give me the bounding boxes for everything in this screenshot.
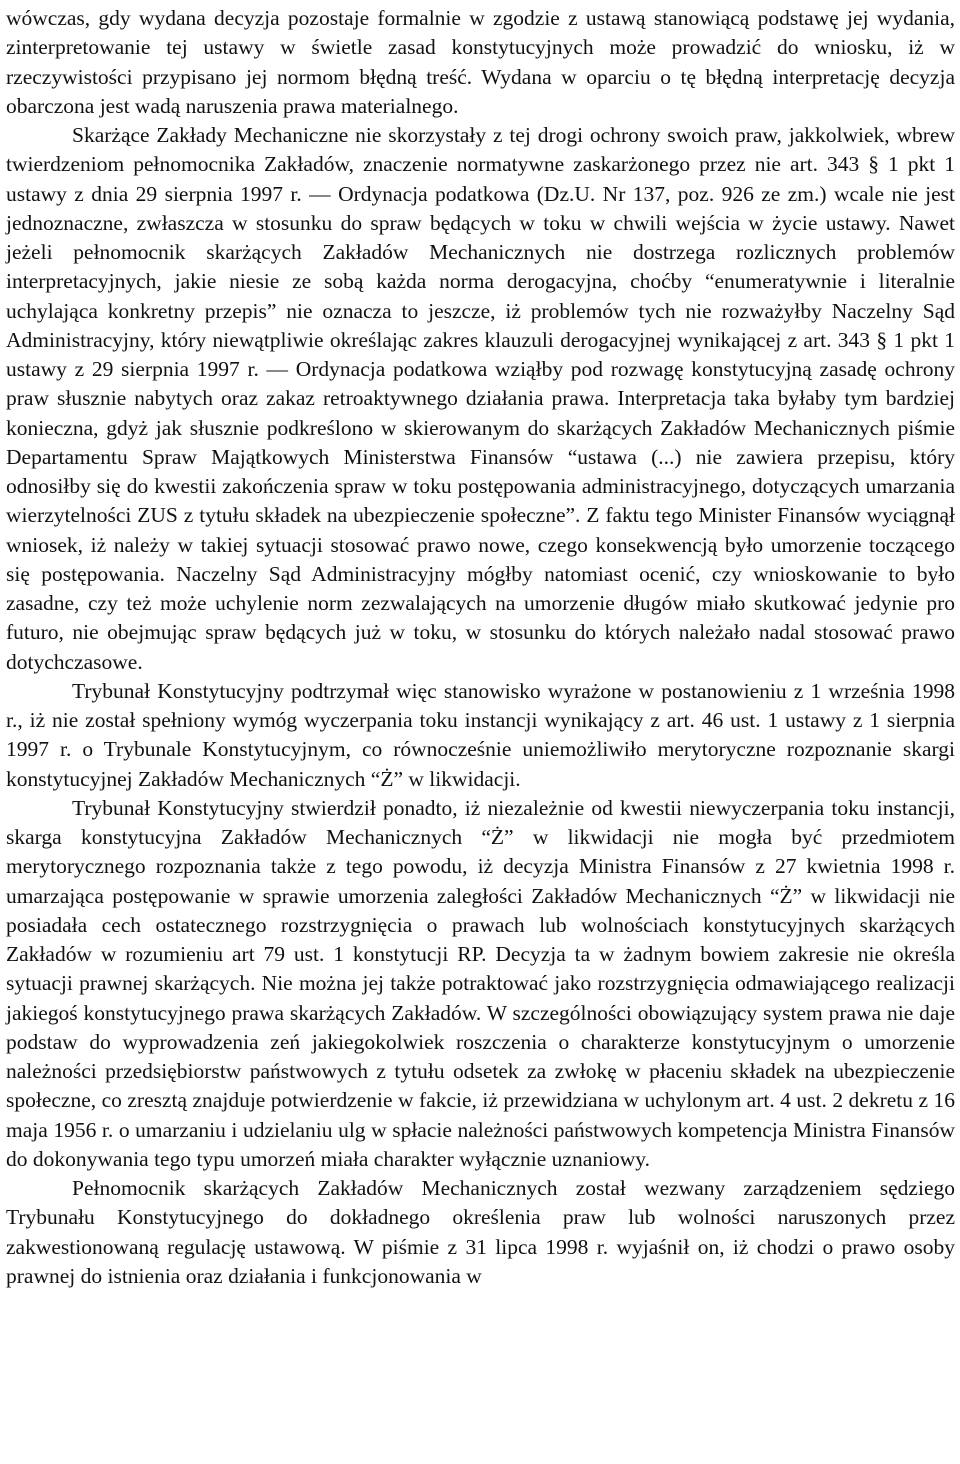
- paragraph-3: Trybunał Konstytucyjny podtrzymał więc stanowisko wyrażone w postanowieniu z 1 września 1998 r., iż nie został spełniony wymóg wyczerpania toku instancji wynikający z art. 46 ust. 1 ustawy z 1 sierpnia 1997 r. o Trybunale Konstytucyjnym, co równocześnie uniemożliwiło merytoryczne rozpoznanie skargi konstytucyjnej Zakładów Mechanicznych “Ż” w likwidacji.: [6, 678, 955, 791]
- paragraph-2: Skarżące Zakłady Mechaniczne nie skorzystały z tej drogi ochrony swoich praw, jakkolwiek, wbrew twierdzeniom pełnomocnika Zakładów, znaczenie normatywne zaskarżonego przez nie art. 343 § 1 pkt 1 ustawy z dnia 29 sierpnia 1997 r. — Ordynacja podatkowa (Dz.U. Nr 137, poz. 926 ze zm.) wcale nie jest jednoznaczne, zwłaszcza w stosunku do spraw będących w toku w chwili wejścia w życie ustawy. Nawet jeżeli pełnomocnik skarżących Zakładów Mechanicznych nie dostrzega rozlicznych problemów interpretacyjnych, jakie niesie ze sobą każda norma derogacyjna, choćby “enumeratywnie i literalnie uchylająca konkretny przepis” nie oznacza to jeszcze, iż problemów tych nie rozważyłby Naczelny Sąd Administracyjny, który niewątpliwie określając zakres klauzuli derogacyjnej wynikającej z art. 343 § 1 pkt 1 ustawy z 29 sierpnia 1997 r. — Ordynacja podatkowa wziąłby pod rozwagę konstytucyjną zasadę ochrony praw słusznie nabytych oraz zakaz retroaktywnego działania prawa. Interpretacja taka byłaby tym bardziej konieczna, gdyż jak słusznie podkreślono w skierowanym do skarżących Zakładów Mechanicznych piśmie Departamentu Spraw Majątkowych Ministerstwa Finansów “ustawa (...) nie zawiera przepisu, który odnosiłby się do kwestii zakończenia spraw w toku postępowania administracyjnego, dotyczących umarzania wierzytelności ZUS z tytułu składek na ubezpieczenie społeczne”. Z faktu tego Minister Finansów wyciągnął wniosek, iż należy w takiej sytuacji stosować prawo nowe, czego konsekwencją było umorzenie toczącego się postępowania. Naczelny Sąd Administracyjny mógłby natomiast ocenić, czy wnioskowanie to było zasadne, czy też może uchylenie norm zezwalających na umorzenie długów miało skutkować jedynie pro futuro, nie obejmując spraw będących już w toku, w stosunku do których należało nadal stosować prawo dotychczasowe.: [6, 123, 955, 674]
- paragraph-1: wówczas, gdy wydana decyzja pozostaje formalnie w zgodzie z ustawą stanowiącą podstawę jej wydania, zinterpretowanie tej ustawy w świetle zasad konstytucyjnych może prowadzić do wniosku, iż w rzeczywistości przypisano jej normom błędną treść. Wydana w oparciu o tę błędną interpretację decyzja obarczona jest wadą naruszenia prawa materialnego.: [6, 6, 955, 118]
- paragraph-4: Trybunał Konstytucyjny stwierdził ponadto, iż niezależnie od kwestii niewyczerpania toku instancji, skarga konstytucyjna Zakładów Mechanicznych “Ż” w likwidacji nie mogła być przedmiotem merytorycznego rozpoznania także z tego powodu, iż decyzja Ministra Finansów z 27 kwietnia 1998 r. umarzająca postępowanie w sprawie umorzenia zaległości Zakładów Mechanicznych “Ż” w likwidacji nie posiadała cech ostatecznego rozstrzygnięcia o prawach lub wolnościach konstytucyjnych skarżących Zakładów w rozumieniu art 79 ust. 1 konstytucji RP. Decyzja ta w żadnym bowiem zakresie nie określa sytuacji prawnej skarżących. Nie można jej także potraktować jako rozstrzygnięcia odmawiającego realizacji jakiegoś konstytucyjnego prawa skarżących Zakładów. W szczególności obowiązujący system prawa nie daje podstaw do wyprowadzenia zeń jakiegokolwiek roszczenia o charakterze konstytucyjnym o umorzenie należności przedsiębiorstw państwowych z tytułu odsetek za zwłokę w płaceniu składek na ubezpieczenie społeczne, co zresztą znajduje potwierdzenie w fakcie, iż przewidziana w uchylonym art. 4 ust. 2 dekretu z 16 maja 1956 r. o umarzaniu i udzielaniu ulg w spłacie należności państwowych kompetencja Ministra Finansów do dokonywania tego typu umorzeń miała charakter wyłącznie uznaniowy.: [6, 795, 955, 1171]
- paragraph-5: Pełnomocnik skarżących Zakładów Mechanicznych został wezwany zarządzeniem sędziego Trybunału Konstytucyjnego do dokładnego określenia praw lub wolności naruszonych przez zakwestionowaną regulację ustawową. W piśmie z 31 lipca 1998 r. wyjaśnił on, iż chodzi o prawo osoby prawnej do istnienia oraz działania i funkcjonowania w: [6, 1176, 955, 1288]
- document-page: [6, 4, 955, 1291]
